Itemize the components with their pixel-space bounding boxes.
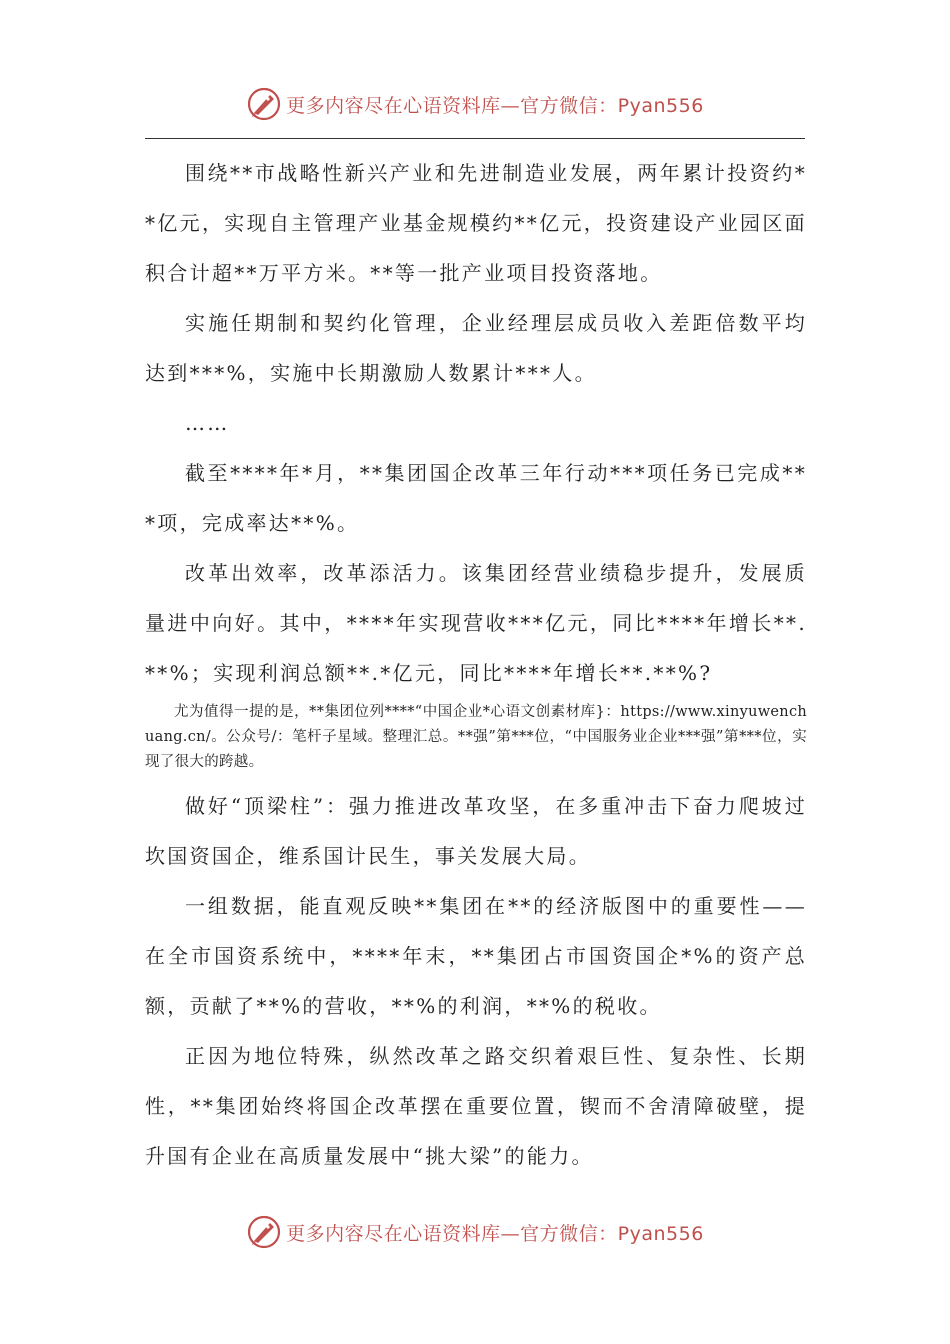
paragraph: 一组数据，能直观反映**集团在**的经济版图中的重要性——在全市国资系统中，****年末，**集团占市国资国企*%的资产总额，贡献了**%的营收，**%的利润，**%的税收。 (145, 894, 807, 1018)
header-wechat-id: Pyan556 (617, 94, 704, 117)
paragraph: 改革出效率，改革添活力。该集团经营业绩稳步提升，发展质量进中向好。其中，****年实现营收***亿元，同比****年增长**.**%；实现利润总额**.*亿元，同比****年增长**.**%? (145, 561, 807, 685)
header-divider (145, 138, 805, 139)
pen-nib-logo-icon (246, 86, 282, 122)
paragraph: 截至****年*月，**集团国企改革三年行动***项任务已完成***项，完成率达**%。 (145, 461, 807, 535)
paragraph: 正因为地位特殊，纵然改革之路交织着艰巨性、复杂性、长期性，**集团始终将国企改革摆在重要位置，锲而不舍清障破壁，提升国有企业在高质量发展中“挑大梁”的能力。 (145, 1044, 807, 1168)
paragraph: 围绕**市战略性新兴产业和先进制造业发展，两年累计投资约**亿元，实现自主管理产业基金规模约**亿元，投资建设产业园区面积合计超**万平方米。**等一批产业项目投资落地。 (145, 161, 807, 285)
page-header-banner (0, 84, 950, 124)
paragraph: 做好“顶梁柱”：强力推进改革攻坚，在多重冲击下奋力爬坡过坎国资国企，维系国计民生，事关发展大局。 (145, 794, 807, 868)
footer-wechat-id: Pyan556 (617, 1222, 704, 1245)
page-footer-banner (0, 1212, 950, 1252)
document-body (145, 148, 807, 1181)
paragraph-watermark-note: 尤为值得一提的是，**集团位列****“中国企业*心语文创素材库}：https://www.xinyuwenchuang.cn/。公众号/：笔杆子星域。整理汇总。**强”第***位，“中国服务业企业***强”第***位，实现了很大的跨越。 (145, 704, 807, 770)
paragraph-ellipsis: …… (185, 411, 230, 435)
pen-nib-logo-icon (246, 1214, 282, 1250)
footer-banner-text: 更多内容尽在心语资料库—官方微信：Pyan556 (286, 1222, 704, 1245)
header-banner-text: 更多内容尽在心语资料库—官方微信：Pyan556 (286, 94, 704, 117)
paragraph: 实施任期制和契约化管理，企业经理层成员收入差距倍数平均达到***%，实施中长期激励人数累计***人。 (145, 311, 807, 385)
